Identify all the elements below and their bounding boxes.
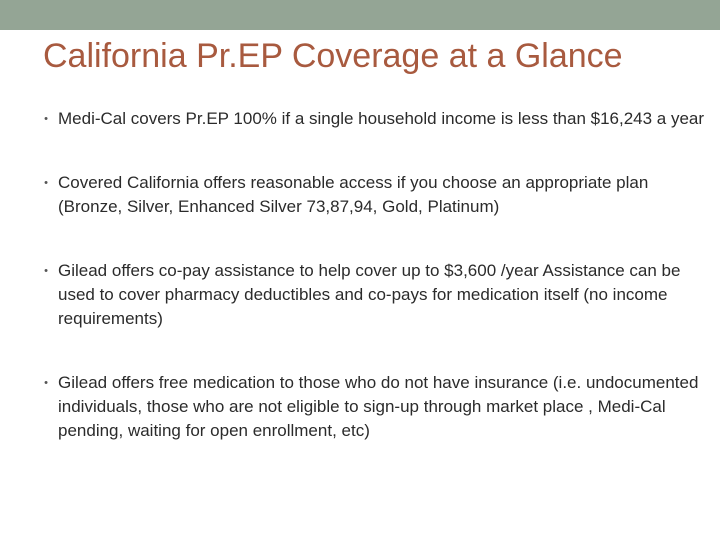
slide-title: California Pr.EP Coverage at a Glance [43, 37, 623, 75]
bullet-icon: • [44, 177, 48, 189]
bullet-list [38, 107, 708, 483]
bullet-item-medi-cal [38, 107, 708, 131]
bullet-text: Gilead offers co-pay assistance to help cover up to $3,600 /year Assistance can be used to cover pharmacy deductibles and co-pays for medication itself (no income requirements) [58, 261, 681, 328]
bullet-text: Covered California offers reasonable access if you choose an appropriate plan (Bronze, Silver, Enhanced Silver 73,87,94, Gold, Platinum) [58, 173, 649, 216]
bullet-icon: • [44, 265, 48, 277]
bullet-item-gilead-copay [38, 259, 708, 331]
bullet-item-covered-california [38, 171, 708, 219]
bullet-icon: • [44, 113, 48, 125]
bullet-item-gilead-free-medication [38, 371, 708, 443]
bullet-text: Gilead offers free medication to those who do not have insurance (i.e. undocumented individuals, those who are not eligible to sign-up through market place , Medi-Cal pending, waiting for open enrollment, etc) [58, 373, 699, 440]
bullet-text: Medi-Cal covers Pr.EP 100% if a single household income is less than $16,243 a year [58, 109, 705, 128]
bullet-icon: • [44, 377, 48, 389]
top-accent-band [0, 0, 720, 30]
